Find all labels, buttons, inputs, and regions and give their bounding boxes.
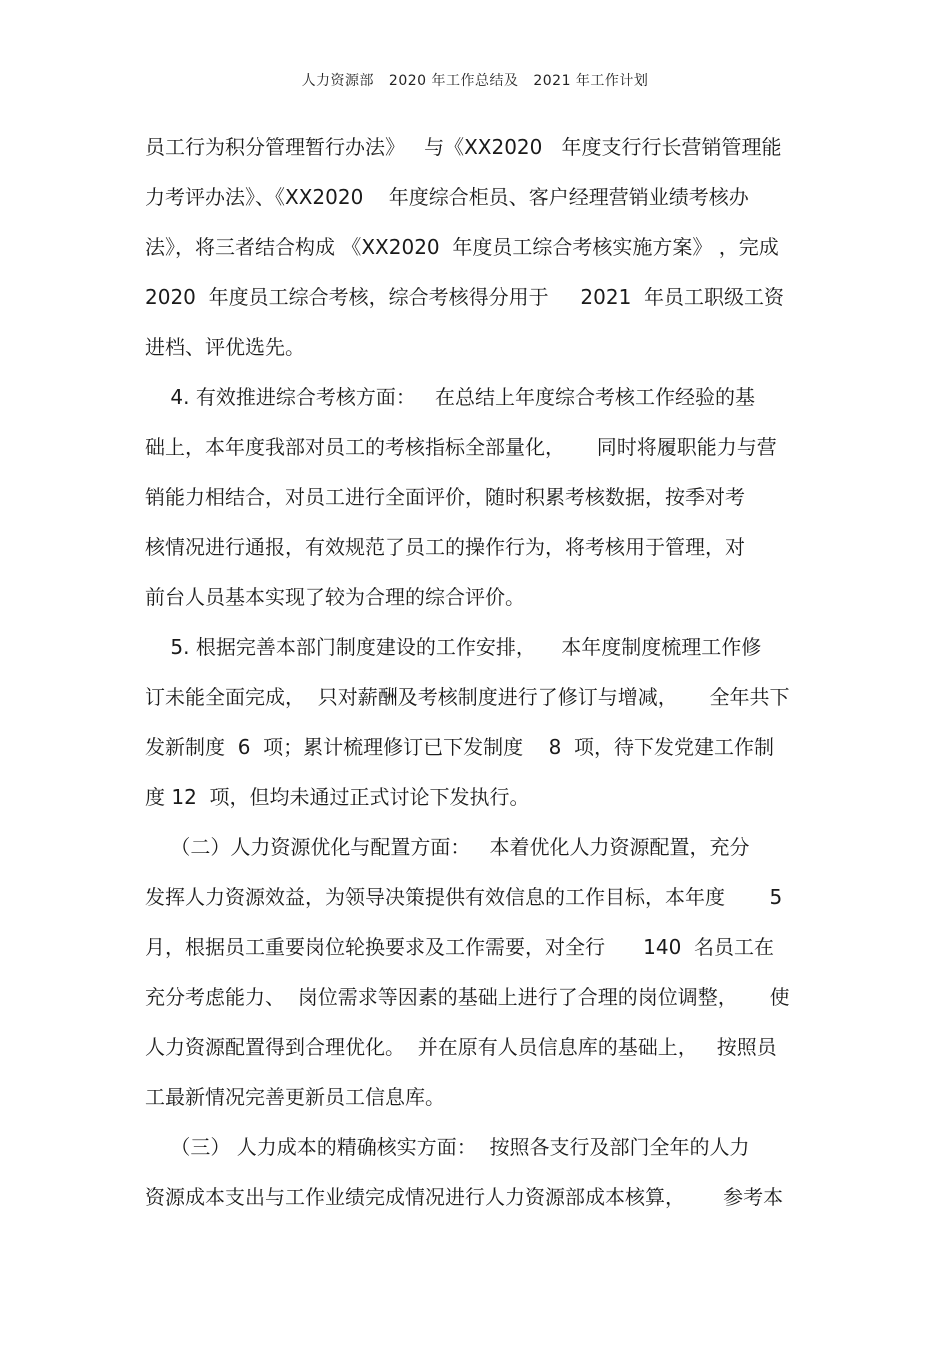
- body-line: （二）人力资源优化与配置方面： 本着优化人力资源配置，充分: [145, 835, 750, 859]
- body-line: 度 12 项，但均未通过正式讨论下发执行。: [145, 785, 530, 809]
- body-line: 资源成本支出与工作业绩完成情况进行人力资源部成本核算， 参考本: [145, 1185, 784, 1209]
- body-line: 力考评办法》、《XX2020 年度综合柜员、客户经理营销业绩考核办: [145, 185, 749, 209]
- body-line: 础上，本年度我部对员工的考核指标全部量化， 同时将履职能力与营: [145, 435, 777, 459]
- body-line: 人力资源配置得到合理优化。 并在原有人员信息库的基础上， 按照员: [145, 1035, 777, 1059]
- body-line: 进档、评优选先。: [145, 335, 305, 359]
- body-line: 月，根据员工重要岗位轮换要求及工作需要，对全行 140 名员工在: [145, 935, 775, 959]
- body-line: 5. 根据完善本部门制度建设的工作安排， 本年度制度梳理工作修: [145, 635, 762, 659]
- body-line: 2020 年度员工综合考核，综合考核得分用于 2021 年员工职级工资: [145, 285, 785, 309]
- body-line: 工最新情况完善更新员工信息库。: [145, 1085, 445, 1109]
- body-line: 4. 有效推进综合考核方面： 在总结上年度综合考核工作经验的基: [145, 385, 755, 409]
- body-line: 核情况进行通报，有效规范了员工的操作行为，将考核用于管理，对: [145, 535, 745, 559]
- body-line: 充分考虑能力、 岗位需求等因素的基础上进行了合理的岗位调整， 使: [145, 985, 790, 1009]
- body-line: 发挥人力资源效益，为领导决策提供有效信息的工作目标，本年度 5: [145, 885, 783, 909]
- body-line: 订未能全面完成， 只对薪酬及考核制度进行了修订与增减， 全年共下: [145, 685, 790, 709]
- body-line: 员工行为积分管理暂行办法》 与《XX2020 年度支行行长营销管理能: [145, 135, 782, 159]
- body-line: 法》，将三者结合构成 《XX2020 年度员工综合考核实施方案》 ，完成: [145, 235, 779, 259]
- body-line: 前台人员基本实现了较为合理的综合评价。: [145, 585, 525, 609]
- body-line: （三） 人力成本的精确核实方面： 按照各支行及部门全年的人力: [145, 1135, 750, 1159]
- body-line: 销能力相结合，对员工进行全面评价，随时积累考核数据，按季对考: [145, 485, 745, 509]
- page-header: 人力资源部 2020 年工作总结及 2021 年工作计划: [301, 73, 649, 89]
- body-line: 发新制度 6 项；累计梳理修订已下发制度 8 项，待下发党建工作制: [145, 735, 775, 759]
